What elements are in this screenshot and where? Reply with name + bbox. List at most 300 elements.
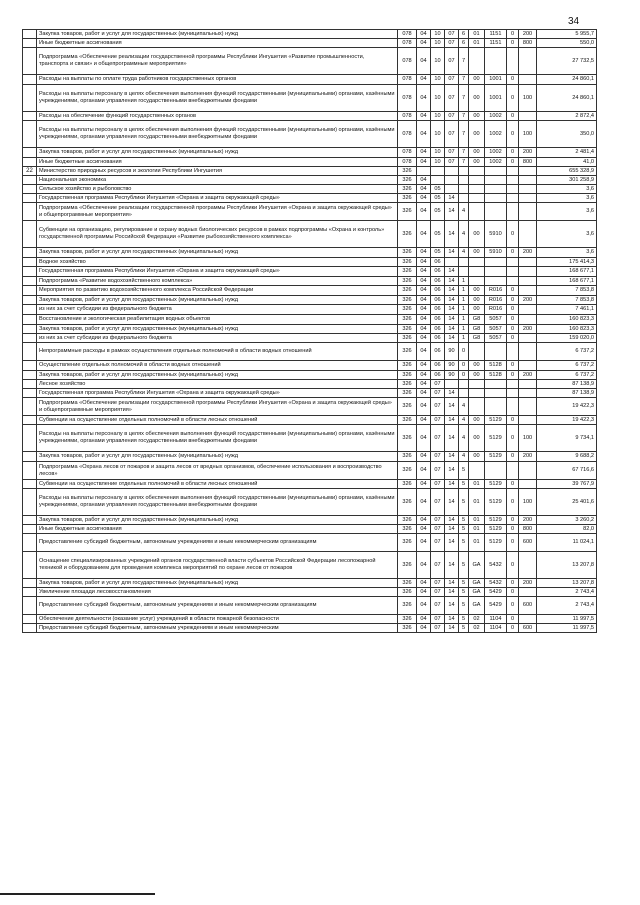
aux-code-cell: 0: [507, 361, 519, 371]
subsection-code-cell: 06: [431, 296, 445, 305]
section-code-cell: 04: [417, 489, 431, 516]
row-name-cell: Расходы на выплаты персоналу в целях обеспечения выполнения функций государственными (муниципальными) органами, казёнными учреждениями, органами управления государственными внебюджетными фондами: [37, 85, 398, 112]
aux-code-cell: 0: [507, 588, 519, 597]
amount-cell: 160 823,3: [537, 325, 597, 334]
activity-code-cell: 00: [469, 221, 485, 248]
aux-code-cell: 0: [507, 334, 519, 343]
subprogram-code-cell: 1: [459, 315, 469, 325]
activity-code-cell: 00: [469, 452, 485, 462]
amount-cell: 3,6: [537, 185, 597, 194]
table-row: [23, 75, 597, 85]
section-code-cell: 04: [417, 286, 431, 296]
direction-code-cell: 5129: [485, 425, 507, 452]
subprogram-code-cell: 4: [459, 416, 469, 425]
row-name-cell: Расходы на выплаты персоналу в целях обеспечения выполнения функций государственными (муниципальными) органами, казёнными учреждениями, органами управления государственными внебюджетными фондами: [37, 489, 398, 516]
amount-cell: 25 401,6: [537, 489, 597, 516]
direction-code-cell: 1001: [485, 85, 507, 112]
subsection-code-cell: 07: [431, 489, 445, 516]
program-code-cell: 14: [445, 286, 459, 296]
direction-code-cell: R016: [485, 305, 507, 315]
aux-code-cell: 0: [507, 85, 519, 112]
direction-code-cell: [485, 194, 507, 203]
aux-code-cell: 0: [507, 425, 519, 452]
section-code-cell: 04: [417, 615, 431, 624]
direction-code-cell: [485, 277, 507, 286]
row-number-cell: [23, 203, 37, 221]
row-number-cell: [23, 624, 37, 633]
program-code-cell: 14: [445, 462, 459, 480]
subsection-code-cell: 05: [431, 248, 445, 258]
amount-cell: 11 024,1: [537, 534, 597, 552]
direction-code-cell: 5128: [485, 361, 507, 371]
expense-type-cell: [519, 185, 537, 194]
amount-cell: 13 207,8: [537, 579, 597, 588]
subprogram-code-cell: [459, 267, 469, 277]
row-name-cell: Сельское хозяйство и рыболовство: [37, 185, 398, 194]
subprogram-code-cell: [459, 389, 469, 398]
amount-cell: 6 737,2: [537, 371, 597, 380]
activity-code-cell: 00: [469, 158, 485, 167]
program-code-cell: 07: [445, 48, 459, 75]
table-row: [23, 343, 597, 361]
subprogram-code-cell: 1: [459, 334, 469, 343]
section-code-cell: 04: [417, 416, 431, 425]
activity-code-cell: GA: [469, 588, 485, 597]
activity-code-cell: [469, 380, 485, 389]
ministry-code-cell: 326: [398, 380, 417, 389]
row-number-cell: [23, 579, 37, 588]
expense-type-cell: 200: [519, 30, 537, 39]
amount-cell: 24 860,1: [537, 75, 597, 85]
program-code-cell: 14: [445, 588, 459, 597]
direction-code-cell: 5432: [485, 579, 507, 588]
section-code-cell: 04: [417, 343, 431, 361]
ministry-code-cell: 326: [398, 534, 417, 552]
aux-code-cell: 0: [507, 221, 519, 248]
direction-code-cell: 1001: [485, 75, 507, 85]
direction-code-cell: 1151: [485, 30, 507, 39]
aux-code-cell: 0: [507, 534, 519, 552]
table-row: [23, 380, 597, 389]
row-name-cell: Предоставление субсидий бюджетным, автономным учреждениям и иным некоммерческим организациям: [37, 534, 398, 552]
table-row: [23, 258, 597, 267]
subprogram-code-cell: 5: [459, 480, 469, 489]
amount-cell: 159 020,0: [537, 334, 597, 343]
subprogram-code-cell: 4: [459, 398, 469, 416]
aux-code-cell: 0: [507, 296, 519, 305]
subsection-code-cell: 07: [431, 525, 445, 534]
ministry-code-cell: 326: [398, 176, 417, 185]
row-name-cell: Закупка товаров, работ и услуг для государственных (муниципальных) нужд: [37, 516, 398, 525]
table-row: [23, 615, 597, 624]
direction-code-cell: 1002: [485, 148, 507, 158]
activity-code-cell: G8: [469, 325, 485, 334]
subsection-code-cell: 07: [431, 516, 445, 525]
subsection-code-cell: 06: [431, 258, 445, 267]
row-name-cell: Оснащение специализированных учреждений органов государственной власти субъектов Российской Федерации лесопожарной техникой и оборудованием для проведения комплекса мероприятий по охране лесов от пожаров: [37, 552, 398, 579]
aux-code-cell: 0: [507, 516, 519, 525]
activity-code-cell: G8: [469, 334, 485, 343]
subsection-code-cell: 10: [431, 48, 445, 75]
program-code-cell: 14: [445, 194, 459, 203]
section-code-cell: 04: [417, 552, 431, 579]
expense-type-cell: [519, 112, 537, 121]
table-body: [23, 30, 597, 633]
section-code-cell: 04: [417, 452, 431, 462]
aux-code-cell: [507, 398, 519, 416]
bottom-rule: [0, 893, 155, 895]
subsection-code-cell: 07: [431, 534, 445, 552]
row-number-cell: [23, 305, 37, 315]
subsection-code-cell: 07: [431, 380, 445, 389]
row-number-cell: [23, 371, 37, 380]
ministry-code-cell: 326: [398, 398, 417, 416]
aux-code-cell: 0: [507, 452, 519, 462]
row-name-cell: Закупка товаров, работ и услуг для государственных (муниципальных) нужд: [37, 148, 398, 158]
subprogram-code-cell: [459, 380, 469, 389]
aux-code-cell: 0: [507, 121, 519, 148]
table-row: [23, 416, 597, 425]
activity-code-cell: 00: [469, 248, 485, 258]
aux-code-cell: 0: [507, 39, 519, 48]
ministry-code-cell: 326: [398, 305, 417, 315]
direction-code-cell: 1104: [485, 615, 507, 624]
expense-type-cell: 600: [519, 534, 537, 552]
subsection-code-cell: 07: [431, 452, 445, 462]
row-number-cell: [23, 75, 37, 85]
program-code-cell: 14: [445, 221, 459, 248]
subprogram-code-cell: 5: [459, 597, 469, 615]
row-number-cell: [23, 221, 37, 248]
row-name-cell: из них за счет субсидии из федерального бюджета: [37, 334, 398, 343]
row-name-cell: Министерство природных ресурсов и экологии Республики Ингушетия: [37, 167, 398, 176]
amount-cell: 6 737,2: [537, 343, 597, 361]
aux-code-cell: [507, 176, 519, 185]
row-name-cell: Непрограммные расходы в рамках осуществления отдельных полномочий в области водных отношений: [37, 343, 398, 361]
direction-code-cell: 5429: [485, 597, 507, 615]
subsection-code-cell: 07: [431, 615, 445, 624]
row-name-cell: Иные бюджетные ассигнования: [37, 39, 398, 48]
amount-cell: 2 743,4: [537, 597, 597, 615]
section-code-cell: 04: [417, 203, 431, 221]
direction-code-cell: R016: [485, 296, 507, 305]
row-name-cell: Восстановление и экологическая реабилитация водных объектов: [37, 315, 398, 325]
program-code-cell: [445, 380, 459, 389]
program-code-cell: 90: [445, 343, 459, 361]
subsection-code-cell: 05: [431, 194, 445, 203]
table-row: [23, 121, 597, 148]
ministry-code-cell: 078: [398, 85, 417, 112]
aux-code-cell: 0: [507, 579, 519, 588]
aux-code-cell: 0: [507, 75, 519, 85]
subsection-code-cell: 06: [431, 277, 445, 286]
table-row: [23, 462, 597, 480]
ministry-code-cell: 326: [398, 452, 417, 462]
expense-type-cell: 100: [519, 121, 537, 148]
direction-code-cell: [485, 48, 507, 75]
program-code-cell: 07: [445, 112, 459, 121]
row-number-cell: [23, 48, 37, 75]
row-number-cell: [23, 248, 37, 258]
row-number-cell: [23, 516, 37, 525]
subsection-code-cell: 05: [431, 221, 445, 248]
subprogram-code-cell: [459, 176, 469, 185]
row-name-cell: Расходы на выплаты персоналу в целях обеспечения выполнения функций государственными (муниципальными) органами, казёнными учреждениями, органами управления государственными внебюджетными фондами: [37, 121, 398, 148]
program-code-cell: 07: [445, 39, 459, 48]
subprogram-code-cell: 1: [459, 305, 469, 315]
subsection-code-cell: 07: [431, 398, 445, 416]
amount-cell: 39 767,9: [537, 480, 597, 489]
direction-code-cell: 5057: [485, 325, 507, 334]
ministry-code-cell: 078: [398, 112, 417, 121]
program-code-cell: 14: [445, 552, 459, 579]
table-row: [23, 489, 597, 516]
program-code-cell: 14: [445, 615, 459, 624]
row-number-cell: [23, 158, 37, 167]
row-number-cell: [23, 296, 37, 305]
aux-code-cell: [507, 258, 519, 267]
subsection-code-cell: 07: [431, 389, 445, 398]
expense-type-cell: [519, 277, 537, 286]
program-code-cell: 14: [445, 296, 459, 305]
ministry-code-cell: 326: [398, 315, 417, 325]
ministry-code-cell: 326: [398, 425, 417, 452]
direction-code-cell: 5057: [485, 334, 507, 343]
activity-code-cell: [469, 398, 485, 416]
amount-cell: 6 737,2: [537, 361, 597, 371]
row-number-cell: [23, 258, 37, 267]
ministry-code-cell: 326: [398, 624, 417, 633]
activity-code-cell: 00: [469, 416, 485, 425]
amount-cell: 168 677,1: [537, 277, 597, 286]
subprogram-code-cell: 5: [459, 525, 469, 534]
row-number-cell: [23, 525, 37, 534]
section-code-cell: 04: [417, 296, 431, 305]
aux-code-cell: [507, 462, 519, 480]
amount-cell: 19 422,3: [537, 416, 597, 425]
activity-code-cell: 01: [469, 480, 485, 489]
ministry-code-cell: 078: [398, 75, 417, 85]
subprogram-code-cell: 6: [459, 39, 469, 48]
program-code-cell: 14: [445, 334, 459, 343]
direction-code-cell: 5129: [485, 525, 507, 534]
amount-cell: 2 743,4: [537, 588, 597, 597]
activity-code-cell: [469, 48, 485, 75]
table-row: [23, 552, 597, 579]
expense-type-cell: [519, 552, 537, 579]
subprogram-code-cell: 5: [459, 588, 469, 597]
ministry-code-cell: 326: [398, 579, 417, 588]
aux-code-cell: 0: [507, 325, 519, 334]
expense-type-cell: [519, 286, 537, 296]
ministry-code-cell: 078: [398, 158, 417, 167]
activity-code-cell: [469, 167, 485, 176]
row-name-cell: Субвенции на осуществление отдельных полномочий в области лесных отношений: [37, 416, 398, 425]
amount-cell: 87 138,9: [537, 380, 597, 389]
expense-type-cell: [519, 203, 537, 221]
table-row: [23, 480, 597, 489]
ministry-code-cell: 326: [398, 286, 417, 296]
row-number-cell: [23, 480, 37, 489]
expense-type-cell: 800: [519, 158, 537, 167]
subprogram-code-cell: 7: [459, 121, 469, 148]
expense-type-cell: [519, 305, 537, 315]
ministry-code-cell: 326: [398, 525, 417, 534]
expense-type-cell: 100: [519, 425, 537, 452]
subsection-code-cell: 10: [431, 121, 445, 148]
aux-code-cell: 0: [507, 416, 519, 425]
row-name-cell: Иные бюджетные ассигнования: [37, 525, 398, 534]
section-code-cell: 04: [417, 85, 431, 112]
activity-code-cell: 00: [469, 296, 485, 305]
expense-type-cell: 200: [519, 296, 537, 305]
section-code-cell: 04: [417, 267, 431, 277]
expense-type-cell: [519, 480, 537, 489]
subsection-code-cell: 10: [431, 39, 445, 48]
row-name-cell: Подпрограмма «Обеспечение реализации государственной программы Республики Ингушетия «Охрана и защита окружающей среды» и общепрограммные мероприятия»: [37, 398, 398, 416]
amount-cell: 175 414,3: [537, 258, 597, 267]
row-number-cell: [23, 588, 37, 597]
table-row: [23, 203, 597, 221]
subsection-code-cell: 06: [431, 286, 445, 296]
subprogram-code-cell: 7: [459, 148, 469, 158]
row-name-cell: Обеспечение деятельности (оказание услуг) учреждений в области пожарной безопасности: [37, 615, 398, 624]
amount-cell: 3,6: [537, 221, 597, 248]
subprogram-code-cell: 4: [459, 452, 469, 462]
activity-code-cell: GA: [469, 552, 485, 579]
section-code-cell: 04: [417, 121, 431, 148]
direction-code-cell: 5129: [485, 489, 507, 516]
direction-code-cell: R016: [485, 286, 507, 296]
row-name-cell: из них за счет субсидии из федерального бюджета: [37, 305, 398, 315]
activity-code-cell: [469, 462, 485, 480]
activity-code-cell: 00: [469, 305, 485, 315]
table-row: [23, 248, 597, 258]
row-number-cell: [23, 39, 37, 48]
section-code-cell: 04: [417, 398, 431, 416]
subsection-code-cell: 10: [431, 75, 445, 85]
row-name-cell: Закупка товаров, работ и услуг для государственных (муниципальных) нужд: [37, 296, 398, 305]
subprogram-code-cell: [459, 167, 469, 176]
section-code-cell: 04: [417, 221, 431, 248]
table-row: [23, 185, 597, 194]
subsection-code-cell: 07: [431, 597, 445, 615]
amount-cell: 3,6: [537, 248, 597, 258]
program-code-cell: 14: [445, 452, 459, 462]
row-number-cell: 22: [23, 167, 37, 176]
activity-code-cell: 00: [469, 121, 485, 148]
row-name-cell: Расходы на выплаты персоналу в целях обеспечения выполнения функций государственными (муниципальными) органами, казёнными учреждениями, органами управления государственными внебюджетными фондами: [37, 425, 398, 452]
aux-code-cell: 0: [507, 305, 519, 315]
section-code-cell: 04: [417, 525, 431, 534]
table-row: [23, 516, 597, 525]
table-row: [23, 221, 597, 248]
direction-code-cell: [485, 389, 507, 398]
table-row: [23, 597, 597, 615]
expense-type-cell: 600: [519, 624, 537, 633]
aux-code-cell: [507, 389, 519, 398]
activity-code-cell: 00: [469, 112, 485, 121]
row-number-cell: [23, 615, 37, 624]
aux-code-cell: 0: [507, 158, 519, 167]
expense-type-cell: 200: [519, 148, 537, 158]
expense-type-cell: [519, 588, 537, 597]
subsection-code-cell: [431, 176, 445, 185]
amount-cell: 301 258,9: [537, 176, 597, 185]
expense-type-cell: 800: [519, 39, 537, 48]
ministry-code-cell: 326: [398, 389, 417, 398]
amount-cell: 24 860,1: [537, 85, 597, 112]
table-row: [23, 167, 597, 176]
section-code-cell: 04: [417, 597, 431, 615]
amount-cell: 655 328,9: [537, 167, 597, 176]
subprogram-code-cell: 7: [459, 158, 469, 167]
subprogram-code-cell: 5: [459, 552, 469, 579]
section-code-cell: 04: [417, 315, 431, 325]
row-number-cell: [23, 343, 37, 361]
direction-code-cell: 5910: [485, 221, 507, 248]
table-row: [23, 334, 597, 343]
program-code-cell: 07: [445, 158, 459, 167]
section-code-cell: 04: [417, 185, 431, 194]
aux-code-cell: 0: [507, 315, 519, 325]
row-number-cell: [23, 534, 37, 552]
row-number-cell: [23, 85, 37, 112]
row-name-cell: Расходы на обеспечение функций государственных органов: [37, 112, 398, 121]
activity-code-cell: [469, 176, 485, 185]
section-code-cell: 04: [417, 75, 431, 85]
section-code-cell: 04: [417, 380, 431, 389]
subsection-code-cell: 06: [431, 343, 445, 361]
ministry-code-cell: 326: [398, 343, 417, 361]
amount-cell: 3,6: [537, 203, 597, 221]
table-row: [23, 158, 597, 167]
ministry-code-cell: 326: [398, 296, 417, 305]
program-code-cell: 14: [445, 597, 459, 615]
amount-cell: 7 853,8: [537, 286, 597, 296]
aux-code-cell: 0: [507, 624, 519, 633]
ministry-code-cell: 326: [398, 588, 417, 597]
amount-cell: 3 260,2: [537, 516, 597, 525]
section-code-cell: 04: [417, 334, 431, 343]
row-name-cell: Государственная программа Республики Ингушетия «Охрана и защита окружающей среды»: [37, 194, 398, 203]
expense-type-cell: [519, 258, 537, 267]
expense-type-cell: [519, 380, 537, 389]
row-name-cell: Водное хозяйство: [37, 258, 398, 267]
program-code-cell: 90: [445, 371, 459, 380]
direction-code-cell: 1104: [485, 624, 507, 633]
subsection-code-cell: 07: [431, 416, 445, 425]
subprogram-code-cell: 5: [459, 489, 469, 516]
expense-type-cell: [519, 75, 537, 85]
direction-code-cell: [485, 267, 507, 277]
activity-code-cell: 00: [469, 371, 485, 380]
activity-code-cell: [469, 277, 485, 286]
section-code-cell: 04: [417, 588, 431, 597]
expense-type-cell: 100: [519, 85, 537, 112]
expense-type-cell: 600: [519, 597, 537, 615]
section-code-cell: 04: [417, 305, 431, 315]
subprogram-code-cell: 7: [459, 112, 469, 121]
row-number-cell: [23, 325, 37, 334]
expense-type-cell: [519, 615, 537, 624]
section-code-cell: 04: [417, 176, 431, 185]
row-number-cell: [23, 398, 37, 416]
row-name-cell: Закупка товаров, работ и услуг для государственных (муниципальных) нужд: [37, 30, 398, 39]
table-row: [23, 325, 597, 334]
activity-code-cell: 01: [469, 525, 485, 534]
amount-cell: 7 461,1: [537, 305, 597, 315]
